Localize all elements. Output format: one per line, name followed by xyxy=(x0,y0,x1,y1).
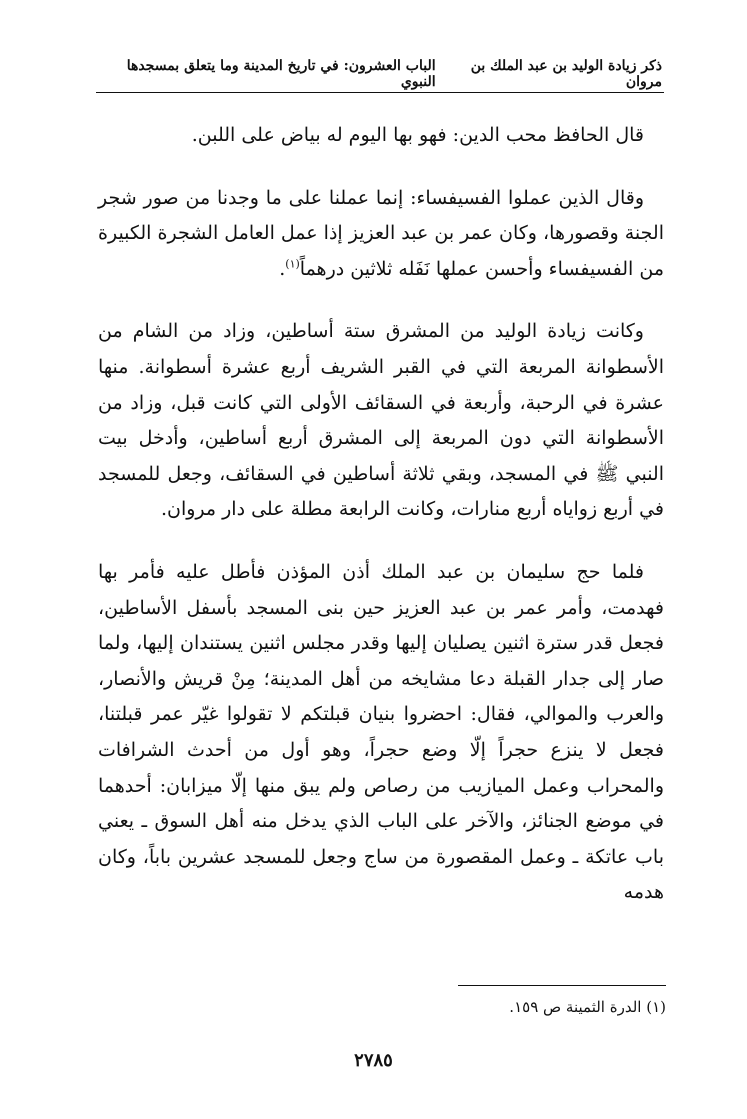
paragraph-4: فلما حج سليمان بن عبد الملك أذن المؤذن فأطل عليه فأمر بها فهدمت، وأمر عمر بن عبد العزيز حين بنى المسجد بأسفل الأساطين، فجعل قدر سترة اثنين يصليان إليها وقدر مجلس اثنين يستندان إليها، ولما صار إلى جدار القبلة دعا مشايخه من أهل المدينة؛ مِنْ قريش والأنصار، والعرب والموالي، فقال: احضروا بنيان قبلتكم لا تقولوا غيّر عمر قبلتنا، فجعل لا ينزع حجراً إلّا وضع حجراً، وهو أول من أحدث الشرافات والمحراب وعمل الميازيب من رصاص ولم يبق منها إلّا ميزابان: أحدهما في موضع الجنائز، والآخر على الباب الذي يدخل منه أهل السوق ـ يعني باب عاتكة ـ وعمل المقصورة من ساج وجعل للمسجد عشرين باباً، وكان هدمه xyxy=(98,560,664,904)
paragraph-2-text: وقال الذين عملوا الفسيفساء: إنما عملنا على ما وجدنا من صور شجر الجنة وقصورها، وكان عمر بن عبد العزيز إذا عمل العامل الشجرة الكبيرة من الفسيفساء وأحسن عملها نَفَله ثلاثين درهماً xyxy=(98,186,664,280)
header-chapter-title: الباب العشرون: في تاريخ المدينة وما يتعلق بمسجدها النبوي xyxy=(126,58,436,90)
footnote-text: الدرة الثمينة ص ١٥٩. xyxy=(509,998,642,1016)
paragraph-2-end: . xyxy=(279,257,286,280)
main-text xyxy=(98,118,664,911)
running-header xyxy=(96,58,662,90)
page-number: ٢٧٨٥ xyxy=(354,1050,393,1071)
footnote-divider xyxy=(458,985,666,986)
header-chapter-section: ذكر زيادة الوليد بن عبد الملك بن مروان xyxy=(470,58,662,90)
footnote xyxy=(200,996,666,1018)
header-divider xyxy=(96,92,664,93)
paragraph-1: قال الحافظ محب الدين: فهو بها اليوم له بياض على اللبن. xyxy=(191,124,644,146)
paragraph-3: وكانت زيادة الوليد من المشرق ستة أساطين، وزاد من الشام من الأسطوانة المربعة التي في القبر الشريف أربع عشرة أسطوانة. منها عشرة في الرحبة، وأربعة في السقائف الأولى التي كانت قبل، وزاد من الأسطوانة التي دون المربعة إلى المشرق أربع أساطين، وأدخل بيت النبي ﷺ في المسجد، وبقي ثلاثة أساطين في السقائف، وجعل للمسجد في أربع زواياه أربع منارات، وكانت الرابعة مطلة على دار مروان. xyxy=(98,320,664,521)
footnote-reference[interactable]: (١) xyxy=(285,257,300,271)
footnote-marker: (١) xyxy=(646,998,666,1016)
paragraph-2 xyxy=(98,181,664,288)
